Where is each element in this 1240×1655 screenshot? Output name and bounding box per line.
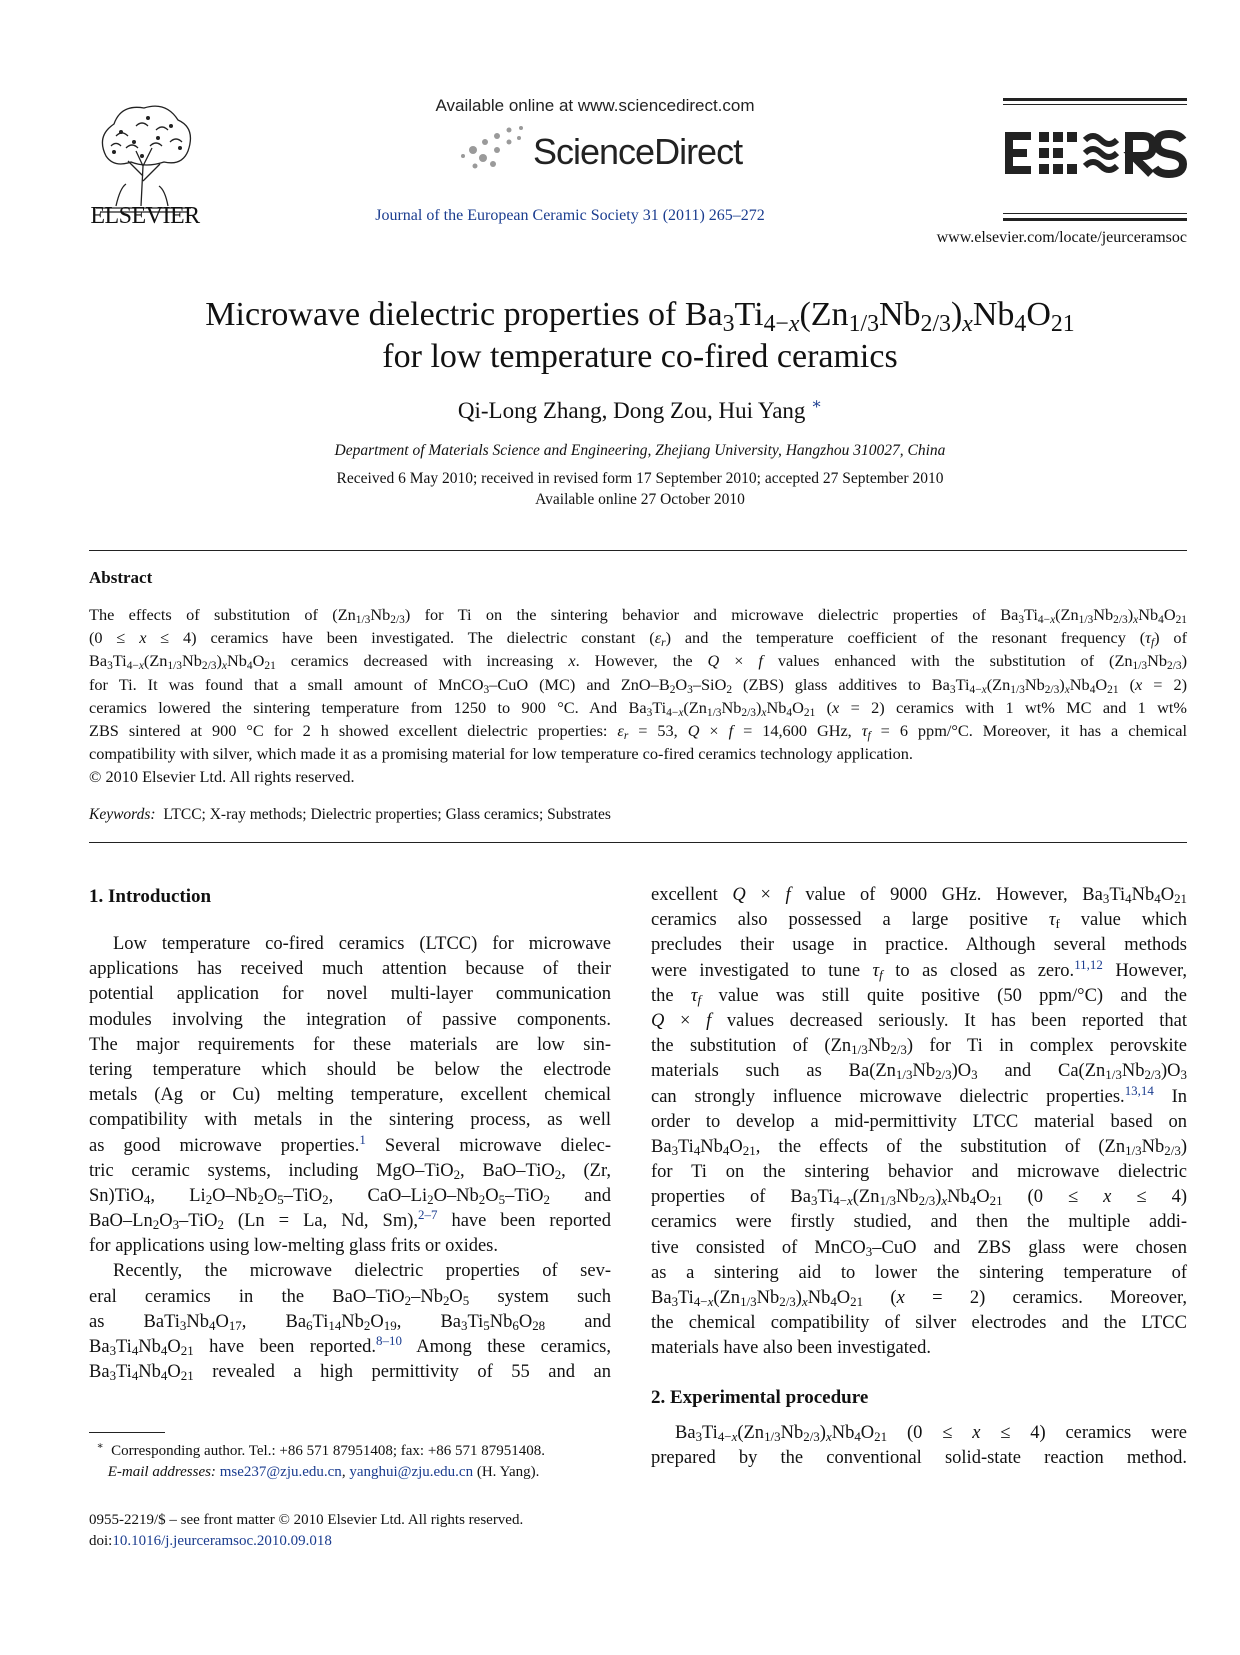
ecrs-top-rule — [1003, 98, 1187, 101]
doi-label: doi: — [89, 1533, 113, 1549]
issn-line: 0955-2219/$ – see front matter © 2010 Elsevier Ltd. All rights reserved. — [89, 1512, 524, 1528]
abstract-bottom-rule — [89, 842, 1187, 843]
author-list — [90, 398, 1190, 424]
keywords-label: Keywords: — [89, 806, 156, 823]
ecrs-bottom-rule — [1003, 218, 1187, 221]
keywords — [89, 806, 611, 824]
email-link-2[interactable]: yanghui@zju.edu.cn — [349, 1464, 474, 1480]
corresponding-author-marker[interactable]: ∗ — [811, 396, 823, 414]
available-online-date: Available online 27 October 2010 — [535, 491, 745, 508]
received-dates: Received 6 May 2010; received in revised form 17 September 2010; accepted 27 September 2010 — [336, 470, 944, 487]
sciencedirect-wordmark: ScienceDirect — [533, 131, 743, 172]
sciencedirect-dots-icon — [455, 122, 535, 172]
ecrs-bottom-rule-thin — [1003, 213, 1187, 214]
keywords-list: LTCC; X-ray methods; Dielectric properties; Glass ceramics; Substrates — [163, 806, 611, 823]
section-heading-introduction: 1. Introduction — [89, 886, 212, 907]
affiliation: Department of Materials Science and Engineering, Zhejiang University, Hangzhou 310027, China — [334, 442, 946, 459]
abstract-copyright: © 2010 Elsevier Ltd. All rights reserved. — [89, 767, 355, 787]
footnote-rule — [89, 1432, 165, 1433]
ecrs-top-rule-thin — [1003, 104, 1187, 105]
abstract-heading: Abstract — [89, 568, 153, 587]
issn-copyright — [89, 1510, 609, 1552]
experimental-text: $Ba_3Ti_{4-x}(Zn_{1/3}Nb_{2/3})_xNb_4O_{21}$ (0 ≤ x ≤ 4) ceramics were prepared by the conventional solid-state reaction method. — [651, 1423, 1187, 1469]
abstract-text: The effects of substitution of $(Zn_{1/3}Nb_{2/3})$ for Ti on the sintering behavior and microwave dielectric properties of $Ba_3Ti_{4-x}(Zn_{1/3}Nb_{2/3})_xNb_4O_{21}$ (0 ≤ x ≤ 4) ceramics have been investigated. The dielectric constant $(\varepsilon_r)$ and the temperature coefficient of the resonant frequency $(\tau_f)$ of $Ba_3Ti_{4-x}(Zn_{1/3}Nb_{2/3})_xNb_4O_{21}$ ceramics decreased with increasing x. However, the Q × f values enhanced with the substitution of $(Zn_{1/3}Nb_{2/3})$ for Ti. It was found that a small amount of MnCO$_3$–CuO (MC) and ZnO–$B_2O_3-SiO_2$ (ZBS) glass additives to $Ba_3Ti_{4-x}(Zn_{1/3}Nb_{2/3})_xNb_4O_{21}$ (x = 2) ceramics lowered the sintering temperature from 1250 to 900 °C. And $Ba_3Ti_{4-x}(Zn_{1/3}Nb_{2/3})_xNb_4O_{21}$ (x = 2) ceramics with 1 wt% MC and 1 wt% ZBS sintered at 900 °C for 2 h showed excellent dielectric properties: $\varepsilon_r = 53$, Q × f = 14,600 GHz, $\tau_f = 6$ ppm/°C. Moreover, it has a chemical compatibility with silver, which made it as a promising material for low temperature co-fired ceramics technology application. © 2010 Elsevier Ltd. All rights reserved. — [89, 603, 1187, 789]
corresponding-author-footnote: ∗ Corresponding author. Tel.: +86 571 87951408; fax: +86 571 87951408. E-mail addresses: mse237@zju.edu.cn, yanghui@zju.edu.cn (H. Yang). — [96, 1441, 546, 1480]
journal-url[interactable]: www.elsevier.com/locate/jeurceramsoc — [936, 229, 1187, 246]
article-title-line-2: for low temperature co-fired ceramics — [382, 338, 898, 375]
introduction-text-continued: excellent Q × f value of 9000 GHz. However, $Ba_3Ti_4Nb_4O_{21}$ ceramics also possessed a large positive $\tau_f$ value which precludes their usage in practice. Although several methods were investigated to tune $\tau_f$ to as closed as zero.$^{11,12}$ However, the $\tau_f$ value was still quite positive (50 ppm/°C) and the Q × f values decreased seriously. It has been reported that the substitution of $(Zn_{1/3}Nb_{2/3})$ for Ti in complex perovskite materials such as $Ba(Zn_{1/3}Nb_{2/3})O_3$ and $Ca(Zn_{1/3}Nb_{2/3})O_3$ can strongly influence microwave dielectric properties.$^{13,14}$ In order to develop a mid-permittivity LTCC material based on $Ba_3Ti_4Nb_4O_{21}$, the effects of the substitution of $(Zn_{1/3}Nb_{2/3})$ for Ti on the sintering behavior and microwave dielectric properties of $Ba_3Ti_{4-x}(Zn_{1/3}Nb_{2/3})_xNb_4O_{21}$ (0 ≤ x ≤ 4) ceramics were firstly studied, and then the multiple addi- tive consisted of MnCO$_3$–CuO and ZBS glass were chosen as a sintering aid to lower the sintering temperature of $Ba_3Ti_{4-x}(Zn_{1/3}Nb_{2/3})_xNb_4O_{21}$ (x = 2) ceramics. Moreover, the chemical compatibility of silver electrodes and the LTCC materials have also been investigated. — [651, 885, 1188, 1359]
email-suffix: (H. Yang). — [476, 1464, 540, 1480]
introduction-text: Low temperature co-fired ceramics (LTCC) for microwave applications has received much attention because of their potential application for novel multi-layer communication modules involving the integration of passive components. The major requirements for these materials are low sin- tering temperature which should be below the electrode metals (Ag or Cu) melting temperature, excellent chemical compatibility with metals in the sintering process, as well as good microwave properties.$^1$ Several microwave dielec- tric ceramic systems, including MgO–TiO$_2$, BaO–TiO$_2$, (Zr, Sn)TiO$_4$, $Li_2O-Nb_2O_5-TiO_2$, CaO–$Li_2O-Nb_2O_5-TiO_2$ and BaO–$Ln_2O_3-TiO_2$ (Ln = La, Nd, Sm),$^{2-7}$ have been reported for applications using low-melting glass frits or oxides. Recently, the microwave dielectric properties of sev- eral ceramics in the BaO–$TiO_2-Nb_2O_5$ system such as $BaTi_3Nb_4O_{17}$, $Ba_6Ti_{14}Nb_2O_{19}$, $Ba_3Ti_5Nb_6O_{28}$ and $Ba_3Ti_4Nb_4O_{21}$ have been reported.$^{8-10}$ Among these ceramics, $Ba_3Ti_4Nb_4O_{21}$ revealed a high permittivity of 55 and an — [89, 934, 612, 1384]
email-link-1[interactable]: mse237@zju.edu.cn — [219, 1464, 342, 1480]
corresponding-contact: Corresponding author. Tel.: +86 571 87951408; fax: +86 571 87951408. — [111, 1443, 546, 1459]
available-online-notice: Available online at www.sciencedirect.com — [435, 96, 755, 115]
ecrs-logo — [1003, 128, 1187, 178]
email-label: E-mail addresses: — [107, 1464, 216, 1480]
article-title: Microwave dielectric properties of $Ba_3Ti_{4-x}(Zn_{1/3}Nb_{2/3})_xNb_4O_{21}$ — [205, 296, 1075, 337]
elsevier-wordmark: ELSEVIER — [90, 203, 200, 229]
abstract-top-rule — [89, 550, 1187, 551]
section-heading-experimental: 2. Experimental procedure — [651, 1387, 869, 1408]
author-names: Qi-Long Zhang, Dong Zou, Hui Yang — [457, 398, 806, 423]
journal-reference-link[interactable]: Journal of the European Ceramic Society 31 (2011) 265–272 — [375, 207, 765, 224]
doi-link[interactable]: 10.1016/j.jeurceramsoc.2010.09.018 — [112, 1533, 332, 1549]
